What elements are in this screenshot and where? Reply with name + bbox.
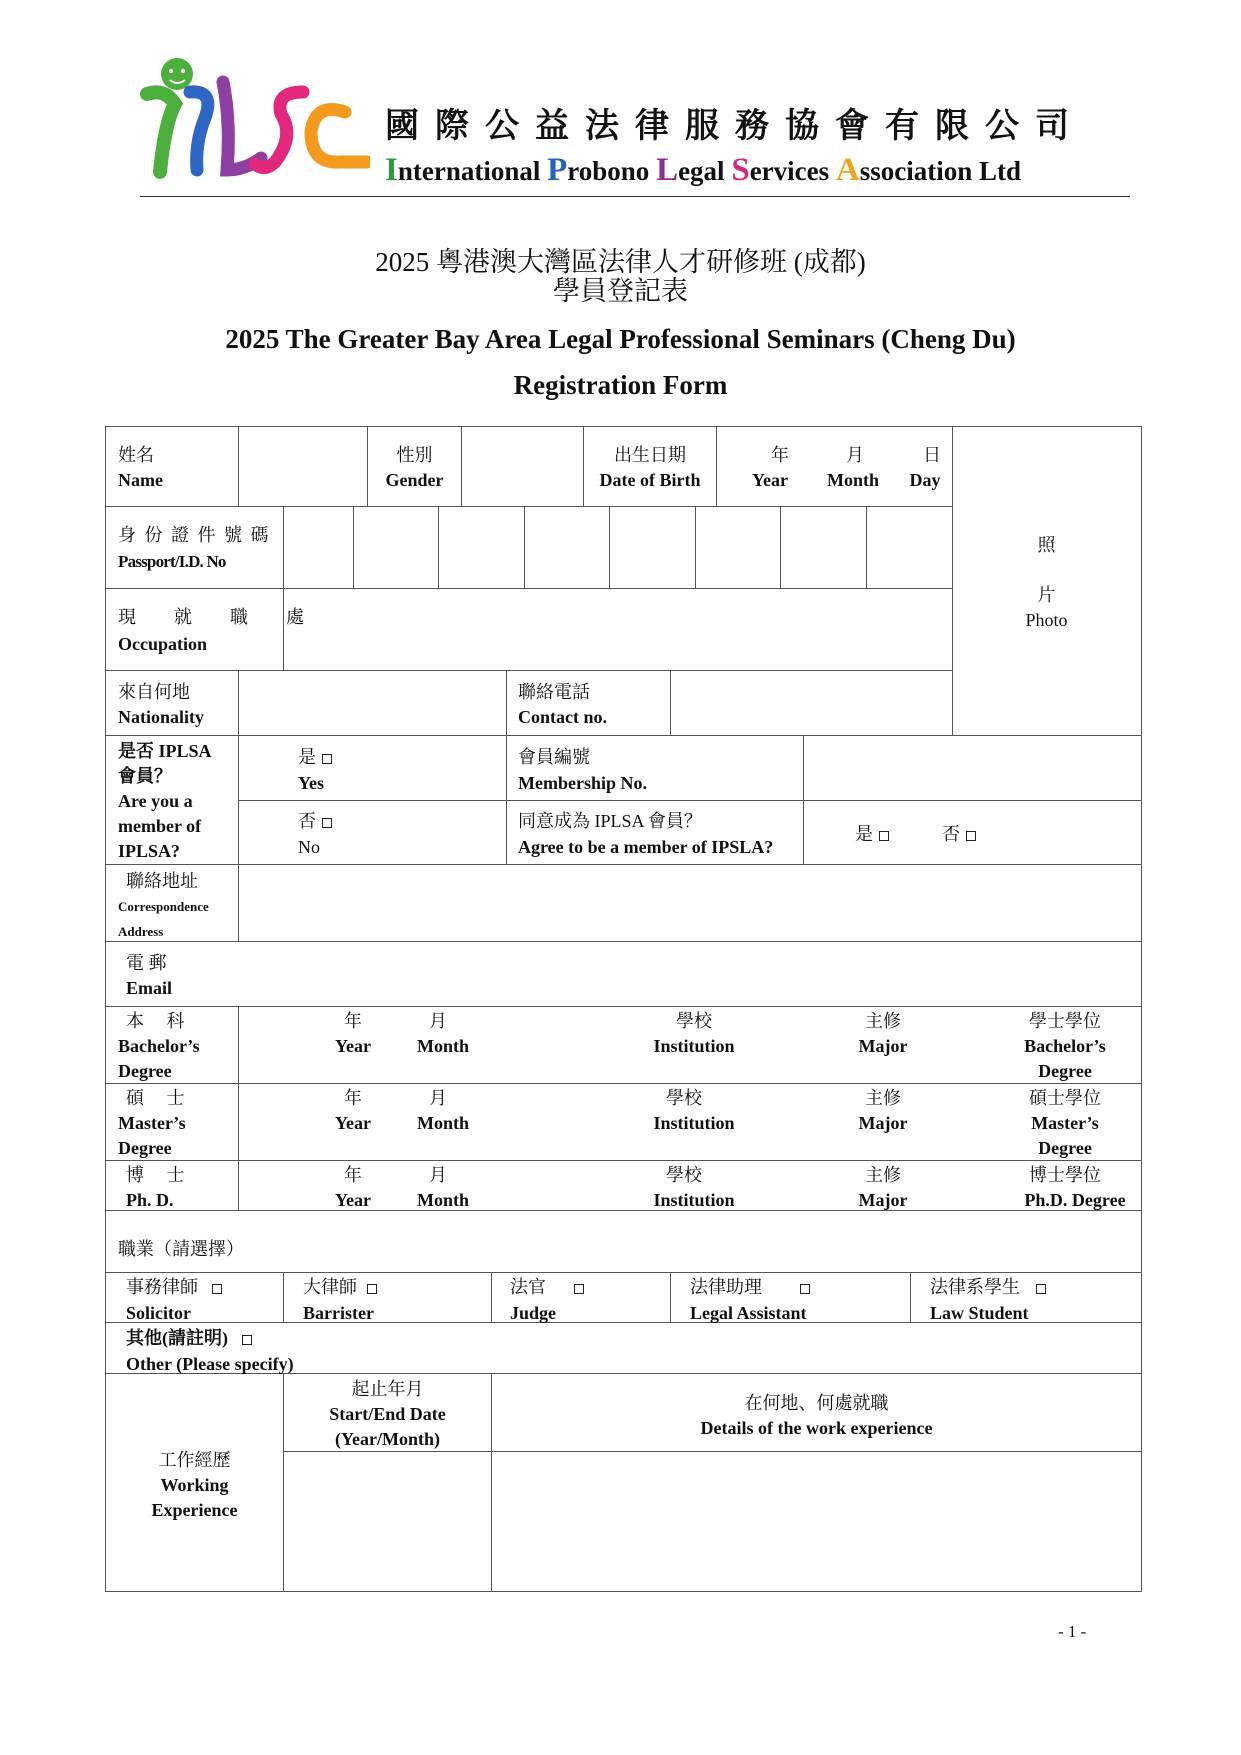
details-label-zh: 在何地、何處就職 <box>744 1393 889 1413</box>
master-institution-zh: 學校 <box>666 1088 702 1108</box>
phd-degree-zh: 博士學位 <box>1029 1165 1101 1185</box>
phd-major-en: Major <box>858 1190 908 1210</box>
master-year-en: Year <box>335 1113 371 1133</box>
dob-year-zh: 年 <box>771 445 789 465</box>
period-label-en-1: Start/End Date <box>329 1404 446 1424</box>
member-question-zh-2: 會員？ <box>118 766 172 786</box>
master-major-en: Major <box>858 1113 908 1133</box>
phd-degree-en: Ph.D. Degree <box>1024 1190 1126 1210</box>
profession-judge-option[interactable]: 法官 <box>510 1275 584 1299</box>
profession-legal-assistant-option[interactable]: 法律助理 <box>690 1275 810 1299</box>
profession-other-en: Other (Please specify) <box>126 1354 294 1374</box>
profession-other-option[interactable]: 其他(請註明) <box>126 1326 252 1350</box>
dob-day-en: Day <box>909 470 941 490</box>
profession-law-student-option[interactable]: 法律系學生 <box>930 1275 1046 1299</box>
member-no-label-en: No <box>298 837 320 857</box>
period-label-zh: 起止年月 <box>351 1379 424 1399</box>
photo-label-zh-2: 片 <box>1037 585 1056 605</box>
master-year-zh: 年 <box>344 1088 362 1108</box>
phd-institution-en: Institution <box>653 1190 735 1210</box>
bachelor-month-zh: 月 <box>429 1011 447 1031</box>
membership-no-label-zh: 會員編號 <box>518 747 590 767</box>
title-en-line2: Registration Form <box>513 370 728 400</box>
master-label-zh: 碩 士 <box>126 1088 185 1108</box>
bachelor-year-zh: 年 <box>344 1011 362 1031</box>
profession-heading: 職業（請選擇） <box>118 1239 244 1259</box>
org-initial-i: I <box>385 152 398 188</box>
photo-label-en: Photo <box>1025 610 1068 630</box>
solicitor-checkbox[interactable] <box>212 1284 222 1294</box>
org-initial-s: S <box>731 152 750 188</box>
occupation-label-zh: 現 就 職 處 <box>118 607 314 627</box>
email-label-en: Email <box>126 978 173 998</box>
other-checkbox[interactable] <box>242 1335 252 1345</box>
occupation-field[interactable] <box>284 589 951 669</box>
membership-no-label-en: Membership No. <box>518 773 647 793</box>
name-label-zh: 姓名 <box>118 445 154 465</box>
bachelor-institution-en: Institution <box>653 1036 735 1056</box>
phd-label-en: Ph. D. <box>126 1190 174 1210</box>
org-initial-a: A <box>835 152 860 188</box>
header-divider <box>140 196 1130 197</box>
bachelor-major-zh: 主修 <box>865 1011 901 1031</box>
member-question-en-1: Are you a <box>118 791 193 811</box>
phd-year-zh: 年 <box>344 1165 362 1185</box>
dob-month-en: Month <box>826 470 879 490</box>
master-label-en-2: Degree <box>118 1138 172 1158</box>
profession-legal-assistant-en: Legal Assistant <box>690 1303 807 1323</box>
passport-label-en: Passport/I.D. No <box>118 552 226 571</box>
contact-label-en: Contact no. <box>518 707 607 727</box>
period-label-en-2: (Year/Month) <box>335 1429 440 1449</box>
gender-label-zh: 性別 <box>396 445 433 465</box>
address-label-zh: 聯絡地址 <box>126 871 198 891</box>
agree-yes-checkbox[interactable] <box>879 831 889 841</box>
gender-label-en: Gender <box>385 470 444 490</box>
agree-yes-option[interactable]: 是 <box>855 822 889 846</box>
address-field[interactable] <box>239 865 1140 940</box>
contact-label-zh: 聯絡電話 <box>518 682 590 702</box>
law-student-checkbox[interactable] <box>1036 1284 1046 1294</box>
member-yes-checkbox[interactable] <box>322 754 332 764</box>
bachelor-institution-zh: 學校 <box>676 1011 712 1031</box>
bachelor-month-en: Month <box>416 1036 469 1056</box>
phd-label-zh: 博 士 <box>126 1165 185 1185</box>
bachelor-label-en-1: Bachelor’s <box>118 1036 200 1056</box>
bachelor-degree-zh: 學士學位 <box>1029 1011 1101 1031</box>
judge-checkbox[interactable] <box>574 1284 584 1294</box>
bachelor-label-zh: 本 科 <box>126 1011 185 1031</box>
name-label-en: Name <box>118 470 163 490</box>
profession-barrister-en: Barrister <box>303 1303 374 1323</box>
email-field[interactable] <box>239 942 1140 1005</box>
member-no-option[interactable]: 否 <box>298 809 332 833</box>
master-month-en: Month <box>416 1113 469 1133</box>
master-degree-zh: 碩士學位 <box>1029 1088 1101 1108</box>
org-name-zh: 國際公益法律服務協會有限公司 <box>385 106 1085 146</box>
work-period-field[interactable] <box>284 1452 490 1590</box>
master-major-zh: 主修 <box>865 1088 901 1108</box>
nationality-label-zh: 來自何地 <box>118 682 190 702</box>
barrister-checkbox[interactable] <box>367 1284 377 1294</box>
master-institution-en: Institution <box>653 1113 735 1133</box>
passport-label-zh: 身 份 證 件 號 碼 <box>118 525 271 545</box>
dob-year-en: Year <box>752 470 788 490</box>
name-field[interactable] <box>239 427 366 505</box>
photo-label-zh-1: 照 <box>1037 535 1056 555</box>
master-degree-en-2: Degree <box>1038 1138 1092 1158</box>
member-yes-option[interactable]: 是 <box>298 745 332 769</box>
gender-field[interactable] <box>462 427 582 505</box>
work-label-en-1: Working <box>160 1475 229 1495</box>
member-no-checkbox[interactable] <box>322 818 332 828</box>
email-label-zh: 電 郵 <box>126 953 167 973</box>
phd-institution-zh: 學校 <box>666 1165 702 1185</box>
address-label-en-1: Correspondence <box>118 899 209 914</box>
agree-label-zh: 同意成為 IPLSA 會員？ <box>518 811 703 831</box>
member-question-en-2: member of <box>118 816 202 836</box>
phd-month-zh: 月 <box>429 1165 447 1185</box>
logo <box>135 52 370 182</box>
org-name-en: International Probono Legal Services Association Ltd <box>385 152 1022 188</box>
master-label-en-1: Master’s <box>118 1113 186 1133</box>
bachelor-degree-en-1: Bachelor’s <box>1024 1036 1106 1056</box>
title-zh-line2: 學員登記表 <box>553 276 688 306</box>
bachelor-label-en-2: Degree <box>118 1061 172 1081</box>
photo-box[interactable] <box>953 427 1140 734</box>
phd-year-en: Year <box>335 1190 371 1210</box>
nationality-label-en: Nationality <box>118 707 205 727</box>
work-label-zh: 工作經歷 <box>158 1450 231 1470</box>
address-label-en-2: Address <box>118 924 164 939</box>
profession-barrister-option[interactable]: 大律師 <box>303 1275 377 1299</box>
profession-law-student-en: Law Student <box>930 1303 1029 1323</box>
profession-judge-en: Judge <box>510 1303 557 1323</box>
member-question-zh-1: 是否 IPLSA <box>118 741 212 761</box>
agree-no-checkbox[interactable] <box>966 831 976 841</box>
master-degree-en-1: Master’s <box>1031 1113 1099 1133</box>
page-number: - 1 - <box>1058 1622 1087 1641</box>
legal-assistant-checkbox[interactable] <box>800 1284 810 1294</box>
title-zh-line1: 2025 粵港澳大灣區法律人才研修班 (成都) <box>375 247 866 277</box>
dob-month-zh: 月 <box>846 445 864 465</box>
nationality-field[interactable] <box>239 671 505 734</box>
bachelor-year-en: Year <box>335 1036 371 1056</box>
work-label-en-2: Experience <box>151 1500 238 1520</box>
passport-field[interactable] <box>284 507 951 587</box>
org-initial-p: P <box>547 152 568 188</box>
work-details-field[interactable] <box>492 1452 1140 1590</box>
agree-label-en: Agree to be a member of IPSLA? <box>518 837 774 857</box>
phd-major-zh: 主修 <box>865 1165 901 1185</box>
dob-label-en: Date of Birth <box>599 470 701 490</box>
bachelor-major-en: Major <box>858 1036 908 1056</box>
membership-no-field[interactable] <box>804 736 1140 799</box>
details-label-en: Details of the work experience <box>700 1418 933 1438</box>
member-question-en-3: IPLSA? <box>118 841 181 861</box>
dob-label-zh: 出生日期 <box>614 445 686 465</box>
title-en-line1: 2025 The Greater Bay Area Legal Professional Seminars (Cheng Du) <box>225 324 1016 354</box>
profession-solicitor-option[interactable]: 事務律師 <box>126 1275 222 1299</box>
contact-field[interactable] <box>671 671 951 734</box>
phd-month-en: Month <box>416 1190 469 1210</box>
occupation-label-en: Occupation <box>118 634 208 654</box>
agree-no-option[interactable]: 否 <box>942 822 976 846</box>
profession-solicitor-en: Solicitor <box>126 1303 191 1323</box>
bachelor-degree-en-2: Degree <box>1038 1061 1092 1081</box>
member-yes-label-en: Yes <box>298 773 324 793</box>
org-initial-l: L <box>656 152 679 188</box>
master-month-zh: 月 <box>429 1088 447 1108</box>
dob-day-zh: 日 <box>923 445 941 465</box>
